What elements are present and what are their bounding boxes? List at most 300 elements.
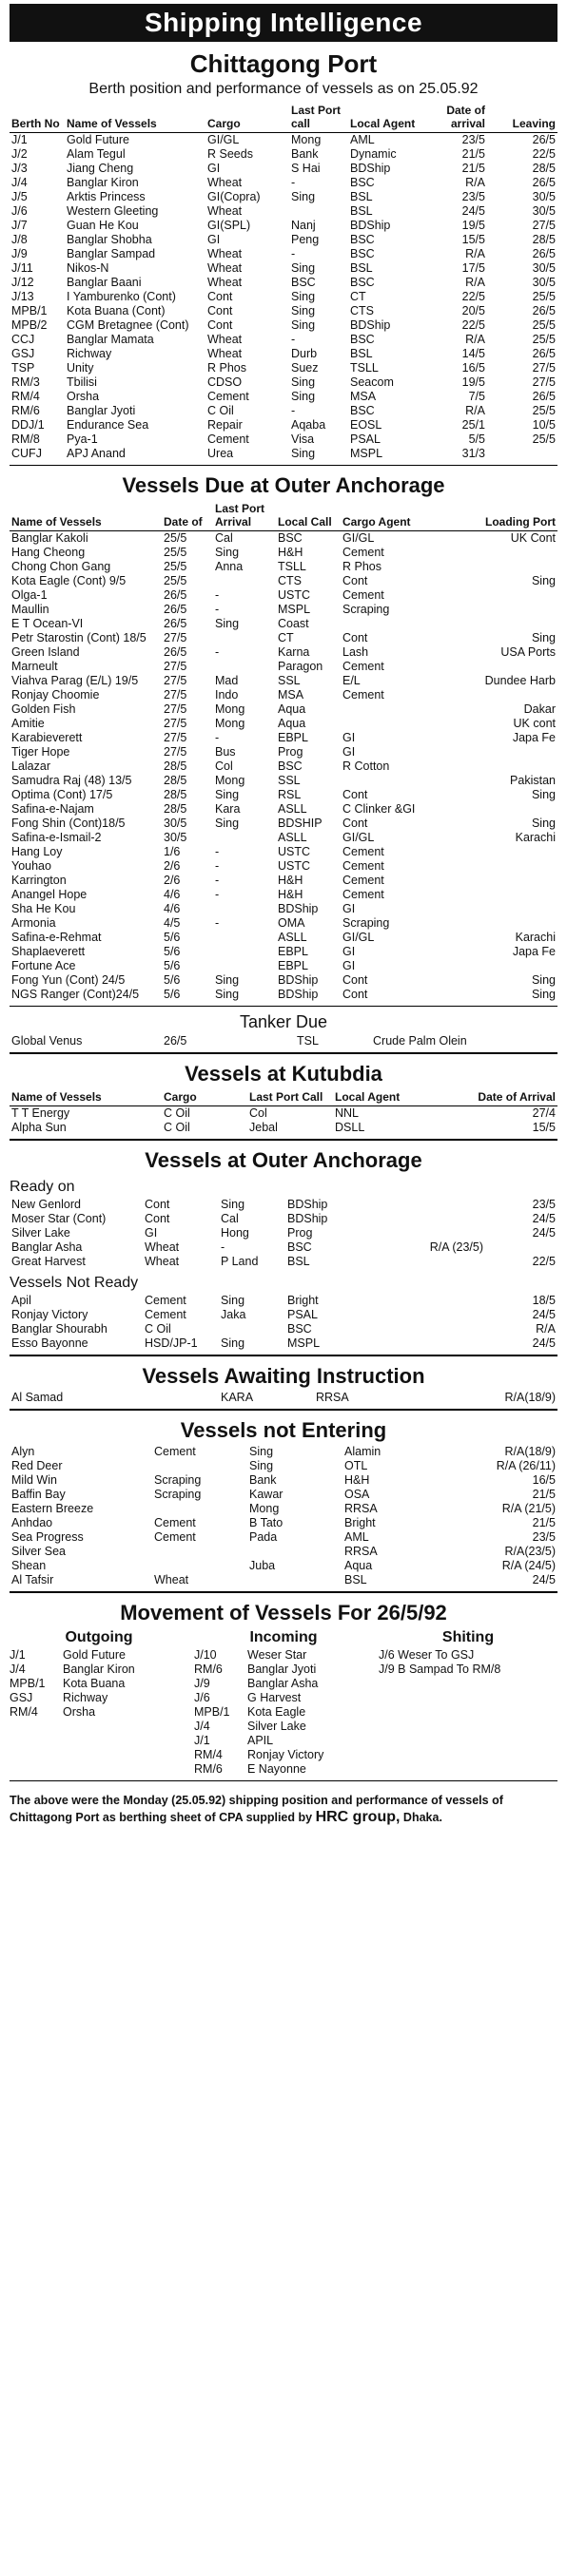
movement-berth: J/4 bbox=[10, 1663, 26, 1676]
table-cell: H&H bbox=[278, 888, 303, 901]
footer-brand: HRC group, bbox=[315, 1809, 401, 1826]
movement-vessel: G Harvest bbox=[247, 1691, 302, 1704]
table-cell: Maullin bbox=[11, 603, 49, 616]
table-cell: GI/GL bbox=[342, 531, 375, 545]
movement-berth: J/6 bbox=[194, 1691, 210, 1704]
movement-berth: J/10 bbox=[194, 1648, 217, 1662]
table-cell: Karabieverett bbox=[11, 731, 83, 744]
table-cell: 16/5 bbox=[532, 1473, 556, 1487]
column-header: Local Agent bbox=[333, 1088, 457, 1106]
table-cell: GI bbox=[207, 162, 221, 175]
table-cell bbox=[438, 588, 557, 603]
table-cell: Cement bbox=[207, 433, 249, 446]
column-header: Date of arrival bbox=[420, 102, 487, 133]
table-cell: Silver Sea bbox=[11, 1545, 66, 1558]
table-cell: BDShip bbox=[287, 1198, 328, 1211]
table-cell: Banglar Kakoli bbox=[11, 531, 88, 545]
table-cell: Ronjay Victory bbox=[11, 1308, 88, 1321]
table-cell: MSPL bbox=[350, 447, 383, 460]
movement-berth: GSJ bbox=[10, 1691, 33, 1704]
table-cell: 21/5 bbox=[461, 162, 485, 175]
table-cell: Cont bbox=[342, 817, 368, 830]
table-cell: ASLL bbox=[278, 931, 307, 944]
table-cell: Alyn bbox=[11, 1445, 35, 1458]
table-cell: 22/5 bbox=[532, 1255, 556, 1268]
table-cell: 26/5 bbox=[532, 390, 556, 403]
table-cell: Viahva Parag (E/L) 19/5 bbox=[11, 674, 139, 687]
kutubdia-table bbox=[10, 1088, 557, 1135]
table-cell: Sing bbox=[291, 304, 316, 317]
table-cell: Cement bbox=[342, 859, 384, 873]
table-cell: - bbox=[291, 404, 296, 417]
table-cell: 5/6 bbox=[164, 959, 181, 972]
table-cell: Wheat bbox=[207, 261, 243, 275]
outgoing-label: Outgoing bbox=[65, 1629, 133, 1645]
table-cell: 22/5 bbox=[532, 147, 556, 161]
table-cell: 27/5 bbox=[164, 745, 187, 759]
table-cell: - bbox=[215, 603, 220, 616]
table-cell: Mong bbox=[215, 702, 245, 716]
movement-row bbox=[194, 1734, 373, 1748]
table-cell: S Hai bbox=[291, 162, 321, 175]
table-cell: Sing bbox=[291, 261, 316, 275]
table-row bbox=[10, 759, 557, 774]
table-cell: J/12 bbox=[11, 276, 34, 289]
column-header: Cargo bbox=[205, 102, 289, 133]
table-cell: 5/6 bbox=[164, 973, 181, 987]
table-cell: R/A(23/5) bbox=[504, 1545, 556, 1558]
table-row bbox=[10, 1445, 557, 1459]
table-cell: Japa Fe bbox=[512, 731, 556, 744]
shifting-column bbox=[379, 1627, 557, 1777]
table-cell: BDShip bbox=[278, 973, 319, 987]
movement-vessel: Richway bbox=[63, 1691, 108, 1704]
table-row bbox=[10, 717, 557, 731]
table-cell: 30/5 bbox=[164, 817, 187, 830]
table-cell: Jebal bbox=[249, 1121, 278, 1134]
table-cell bbox=[390, 1294, 485, 1308]
table-cell: 23/5 bbox=[532, 1530, 556, 1544]
table-cell: Youhao bbox=[11, 859, 51, 873]
movement-vessel: E Nayonne bbox=[247, 1762, 306, 1776]
table-cell: Indo bbox=[215, 688, 239, 702]
table-cell: Karachi bbox=[515, 931, 556, 944]
table-cell: BSC bbox=[350, 247, 375, 260]
table-row bbox=[10, 802, 557, 817]
table-cell: Sing bbox=[249, 1445, 274, 1458]
table-cell: Scraping bbox=[342, 916, 390, 930]
table-cell: H&H bbox=[278, 546, 303, 559]
table-cell: Cont bbox=[342, 788, 368, 801]
table-cell: C Oil bbox=[164, 1121, 190, 1134]
table-cell: Cement bbox=[207, 390, 249, 403]
column-header: Name of Vessels bbox=[10, 500, 162, 531]
table-cell bbox=[219, 1034, 295, 1048]
table-cell: BSC bbox=[350, 276, 375, 289]
table-cell: - bbox=[291, 333, 296, 346]
table-cell: TSL bbox=[297, 1034, 319, 1048]
table-cell: Sing bbox=[291, 318, 316, 332]
table-cell: C Oil bbox=[207, 404, 234, 417]
table-cell: Suez bbox=[291, 361, 319, 375]
shifting-label: Shiting bbox=[441, 1629, 495, 1645]
table-cell: Unity bbox=[67, 361, 94, 375]
table-cell: BDShip bbox=[278, 988, 319, 1001]
table-cell: Shaplaeverett bbox=[11, 945, 86, 958]
table-cell bbox=[487, 447, 557, 461]
not-ready-label: Vessels Not Ready bbox=[10, 1275, 139, 1291]
table-cell: 27/4 bbox=[532, 1106, 556, 1120]
table-cell: Wheat bbox=[207, 247, 243, 260]
table-row bbox=[10, 1559, 557, 1573]
table-cell: Ronjay Choomie bbox=[11, 688, 100, 702]
table-cell: 18/5 bbox=[532, 1294, 556, 1307]
movement-grid bbox=[10, 1627, 557, 1777]
table-row bbox=[10, 1322, 557, 1336]
table-cell bbox=[438, 660, 557, 674]
table-cell: C Clinker &GI bbox=[342, 802, 416, 816]
table-cell: Karachi bbox=[515, 831, 556, 844]
table-cell: J/13 bbox=[11, 290, 34, 303]
table-cell: Cont bbox=[342, 988, 368, 1001]
table-cell: Fong Shin (Cont)18/5 bbox=[11, 817, 126, 830]
table-row bbox=[10, 176, 557, 190]
table-cell: Hong bbox=[221, 1226, 249, 1240]
table-row bbox=[10, 631, 557, 645]
table-cell: 28/5 bbox=[164, 788, 187, 801]
table-cell: Alamin bbox=[344, 1445, 381, 1458]
table-cell: Sing bbox=[221, 1336, 245, 1350]
table-cell: Visa bbox=[291, 433, 315, 446]
table-cell: 22/5 bbox=[461, 290, 485, 303]
table-cell: Cont bbox=[342, 574, 368, 587]
table-cell: Fortune Ace bbox=[11, 959, 76, 972]
table-cell: 27/5 bbox=[164, 717, 187, 730]
table-cell: PSAL bbox=[350, 433, 381, 446]
table-cell: 25/5 bbox=[532, 318, 556, 332]
table-cell: R/A (24/5) bbox=[501, 1559, 556, 1572]
table-cell: Karna bbox=[278, 645, 310, 659]
table-cell: Japa Fe bbox=[512, 945, 556, 958]
table-cell: R/A (23/5) bbox=[429, 1240, 483, 1254]
table-cell: TSP bbox=[11, 361, 35, 375]
table-cell: Bright bbox=[287, 1294, 319, 1307]
table-row bbox=[10, 1391, 557, 1405]
table-cell: Esso Bayonne bbox=[11, 1336, 88, 1350]
table-cell: 27/5 bbox=[164, 688, 187, 702]
table-cell: Sing bbox=[221, 1294, 245, 1307]
table-cell: Sing bbox=[291, 290, 316, 303]
movement-vessel: Banglar Asha bbox=[247, 1677, 319, 1690]
table-row bbox=[10, 1255, 557, 1269]
table-cell: EBPL bbox=[278, 731, 308, 744]
table-cell: Prog bbox=[278, 745, 303, 759]
table-cell: CGM Bretagnee (Cont) bbox=[67, 318, 189, 332]
table-cell: J/7 bbox=[11, 219, 28, 232]
table-row bbox=[10, 874, 557, 888]
table-cell: Chong Chon Gang bbox=[11, 560, 111, 573]
table-cell: R/A bbox=[465, 276, 485, 289]
table-cell: Jiang Cheng bbox=[67, 162, 134, 175]
table-cell: 26/5 bbox=[164, 1034, 187, 1048]
table-cell: R/A bbox=[465, 247, 485, 260]
table-cell: Al Tafsir bbox=[11, 1573, 54, 1586]
table-cell bbox=[390, 1198, 485, 1212]
table-cell: Col bbox=[215, 759, 233, 773]
table-cell: AML bbox=[344, 1530, 369, 1544]
table-cell: 20/5 bbox=[461, 304, 485, 317]
table-cell: Mong bbox=[291, 133, 322, 146]
awaiting-title: Vessels Awaiting Instruction bbox=[142, 1364, 425, 1388]
table-row bbox=[10, 574, 557, 588]
table-cell: Sing bbox=[249, 1459, 274, 1472]
column-header: Local Call bbox=[276, 500, 341, 531]
table-cell: 27/5 bbox=[532, 219, 556, 232]
table-cell: Sing bbox=[531, 788, 556, 801]
table-cell bbox=[438, 802, 557, 817]
table-cell bbox=[390, 1226, 485, 1240]
table-cell bbox=[289, 204, 348, 219]
table-cell: CT bbox=[350, 290, 366, 303]
table-cell: Cont bbox=[207, 318, 233, 332]
table-cell bbox=[341, 617, 438, 631]
table-cell bbox=[213, 631, 276, 645]
table-row bbox=[10, 1545, 557, 1559]
ready-on-label: Ready on bbox=[10, 1179, 75, 1195]
table-cell: 26/5 bbox=[532, 304, 556, 317]
table-row bbox=[10, 774, 557, 788]
table-cell: PSAL bbox=[287, 1308, 318, 1321]
table-cell: T T Energy bbox=[11, 1106, 70, 1120]
table-cell: CDSO bbox=[207, 375, 243, 389]
table-cell: J/3 bbox=[11, 162, 28, 175]
table-cell: Cont bbox=[145, 1198, 170, 1211]
table-cell: Mad bbox=[215, 674, 239, 687]
table-cell: R/A (26/11) bbox=[496, 1459, 556, 1472]
table-cell bbox=[438, 845, 557, 859]
table-row bbox=[10, 233, 557, 247]
table-cell: OSA bbox=[344, 1488, 370, 1501]
table-cell: Banglar Kiron bbox=[67, 176, 139, 189]
table-cell: Endurance Sea bbox=[67, 418, 149, 432]
table-cell: New Genlord bbox=[11, 1198, 81, 1211]
table-cell bbox=[152, 1559, 247, 1573]
table-cell: Sing bbox=[215, 973, 240, 987]
table-cell: Sing bbox=[215, 788, 240, 801]
table-cell: R/A bbox=[465, 333, 485, 346]
table-cell: R Seeds bbox=[207, 147, 253, 161]
table-cell: Safina-e-Najam bbox=[11, 802, 94, 816]
movement-vessel: Banglar Kiron bbox=[63, 1663, 135, 1676]
table-row bbox=[10, 404, 557, 418]
table-cell: Lash bbox=[342, 645, 369, 659]
table-row bbox=[10, 333, 557, 347]
table-cell: 25/1 bbox=[461, 418, 485, 432]
table-cell bbox=[247, 1573, 342, 1587]
table-row bbox=[10, 1212, 557, 1226]
table-cell: HSD/JP-1 bbox=[145, 1336, 198, 1350]
table-cell: Sing bbox=[291, 375, 316, 389]
incoming-label: Incoming bbox=[249, 1629, 318, 1645]
table-cell bbox=[438, 617, 557, 631]
table-cell: EBPL bbox=[278, 959, 308, 972]
table-row bbox=[10, 831, 557, 845]
table-cell: Sing bbox=[531, 631, 556, 644]
table-row bbox=[10, 1573, 557, 1587]
table-row bbox=[10, 617, 557, 631]
table-cell: 27/5 bbox=[532, 375, 556, 389]
table-cell: BSC bbox=[350, 233, 375, 246]
table-cell: Kota Buana (Cont) bbox=[67, 304, 166, 317]
table-cell: Safina-e-Rehmat bbox=[11, 931, 102, 944]
table-row bbox=[10, 1502, 557, 1516]
column-header: Last Port Arrival bbox=[213, 500, 276, 531]
table-cell: TSLL bbox=[350, 361, 379, 375]
movement-row bbox=[10, 1648, 188, 1663]
table-cell bbox=[213, 660, 276, 674]
table-cell: Karrington bbox=[11, 874, 67, 887]
table-cell bbox=[438, 603, 557, 617]
table-cell: Mong bbox=[215, 774, 245, 787]
column-header: Date of Arrival bbox=[457, 1088, 557, 1106]
table-row bbox=[10, 1121, 557, 1135]
table-cell: Marneult bbox=[11, 660, 58, 673]
table-cell: Amitie bbox=[11, 717, 45, 730]
table-row bbox=[10, 674, 557, 688]
not-entering-title: Vessels not Entering bbox=[180, 1418, 387, 1442]
table-row bbox=[10, 190, 557, 204]
movement-vessel: APIL bbox=[247, 1734, 274, 1747]
table-cell: Eastern Breeze bbox=[11, 1502, 94, 1515]
table-row bbox=[10, 204, 557, 219]
table-row bbox=[10, 1336, 557, 1351]
table-cell: Coast bbox=[278, 617, 309, 630]
table-cell: Cont bbox=[145, 1212, 170, 1225]
table-cell: BSC bbox=[278, 759, 303, 773]
table-cell: Juba bbox=[249, 1559, 276, 1572]
table-cell: 27/5 bbox=[532, 361, 556, 375]
table-cell: MSPL bbox=[287, 1336, 321, 1350]
table-cell: Kota Eagle (Cont) 9/5 bbox=[11, 574, 127, 587]
table-cell: GI(Copra) bbox=[207, 190, 261, 203]
table-cell bbox=[438, 759, 557, 774]
table-cell: RM/4 bbox=[11, 390, 40, 403]
movement-row bbox=[194, 1720, 373, 1734]
movement-vessel: Kota Eagle bbox=[247, 1705, 306, 1719]
table-cell bbox=[390, 1322, 485, 1336]
table-cell: - bbox=[291, 247, 296, 260]
table-cell: Sing bbox=[531, 574, 556, 587]
table-cell: Sha He Kou bbox=[11, 902, 76, 915]
table-cell: Orsha bbox=[67, 390, 100, 403]
table-cell: Durb bbox=[291, 347, 318, 360]
table-cell: Cement bbox=[154, 1530, 196, 1544]
table-cell: 28/5 bbox=[532, 162, 556, 175]
table-cell: KARA bbox=[221, 1391, 254, 1404]
table-cell bbox=[213, 574, 276, 588]
table-cell: RM/6 bbox=[11, 404, 40, 417]
movement-vessel: Orsha bbox=[63, 1705, 96, 1719]
table-cell: Anangel Hope bbox=[11, 888, 88, 901]
table-cell: Western Gleeting bbox=[67, 204, 159, 218]
table-cell: 24/5 bbox=[532, 1226, 556, 1240]
table-cell: BSC bbox=[291, 276, 316, 289]
table-cell: ASLL bbox=[278, 802, 307, 816]
table-cell bbox=[341, 717, 438, 731]
table-cell: Cement bbox=[145, 1294, 186, 1307]
table-row bbox=[10, 531, 557, 547]
table-cell: 25/5 bbox=[532, 333, 556, 346]
table-cell: Cement bbox=[342, 546, 384, 559]
movement-berth: RM/4 bbox=[194, 1748, 223, 1761]
table-cell: Sing bbox=[531, 988, 556, 1001]
table-cell: Cement bbox=[342, 845, 384, 858]
table-cell: USTC bbox=[278, 845, 311, 858]
table-row bbox=[10, 560, 557, 574]
table-cell: USTC bbox=[278, 859, 311, 873]
table-cell: Banglar Baani bbox=[67, 276, 142, 289]
table-cell: Anna bbox=[215, 560, 244, 573]
table-cell: Sing bbox=[291, 190, 316, 203]
table-cell: Kara bbox=[215, 802, 241, 816]
table-cell bbox=[438, 688, 557, 702]
table-cell: RRSA bbox=[344, 1502, 378, 1515]
table-cell: 21/5 bbox=[461, 147, 485, 161]
table-cell: GSJ bbox=[11, 347, 35, 360]
table-cell: 27/5 bbox=[164, 702, 187, 716]
table-cell: Fong Yun (Cont) 24/5 bbox=[11, 973, 126, 987]
movement-vessel: Ronjay Victory bbox=[247, 1748, 324, 1761]
table-cell: Global Venus bbox=[11, 1034, 83, 1048]
table-cell: Hang Cheong bbox=[11, 546, 86, 559]
table-row bbox=[10, 745, 557, 759]
table-cell bbox=[213, 831, 276, 845]
table-cell: Prog bbox=[287, 1226, 313, 1240]
table-cell: MSA bbox=[350, 390, 377, 403]
movement-berth: J/9 bbox=[194, 1677, 210, 1690]
table-cell: J/9 bbox=[11, 247, 28, 260]
table-cell: Jaka bbox=[221, 1308, 246, 1321]
table-cell bbox=[219, 1322, 285, 1336]
table-cell bbox=[390, 1255, 485, 1269]
table-cell: J/1 bbox=[11, 133, 28, 146]
movement-row bbox=[194, 1648, 373, 1663]
table-cell bbox=[438, 874, 557, 888]
table-cell: Crude Palm Olein bbox=[373, 1034, 467, 1048]
shifting-row: J/9 B Sampad To RM/8 bbox=[379, 1663, 501, 1676]
ready-table bbox=[10, 1198, 557, 1269]
table-cell: Aqua bbox=[344, 1559, 373, 1572]
table-cell: Cement bbox=[342, 874, 384, 887]
table-cell bbox=[152, 1391, 219, 1405]
table-cell: Wheat bbox=[207, 176, 243, 189]
movement-row bbox=[194, 1691, 373, 1705]
table-cell: Green Island bbox=[11, 645, 80, 659]
table-cell: 26/5 bbox=[532, 176, 556, 189]
table-cell: - bbox=[215, 916, 220, 930]
table-cell: GI bbox=[342, 731, 356, 744]
table-row bbox=[10, 247, 557, 261]
table-cell: 4/6 bbox=[164, 902, 181, 915]
table-cell: 7/5 bbox=[468, 390, 485, 403]
table-cell: 2/6 bbox=[164, 859, 181, 873]
table-row bbox=[10, 290, 557, 304]
shifting-row: J/6 Weser To GSJ bbox=[379, 1648, 475, 1662]
table-row bbox=[10, 447, 557, 461]
table-cell: Kawar bbox=[249, 1488, 284, 1501]
outer1-table bbox=[10, 500, 557, 1002]
movement-berth: J/1 bbox=[194, 1734, 210, 1747]
